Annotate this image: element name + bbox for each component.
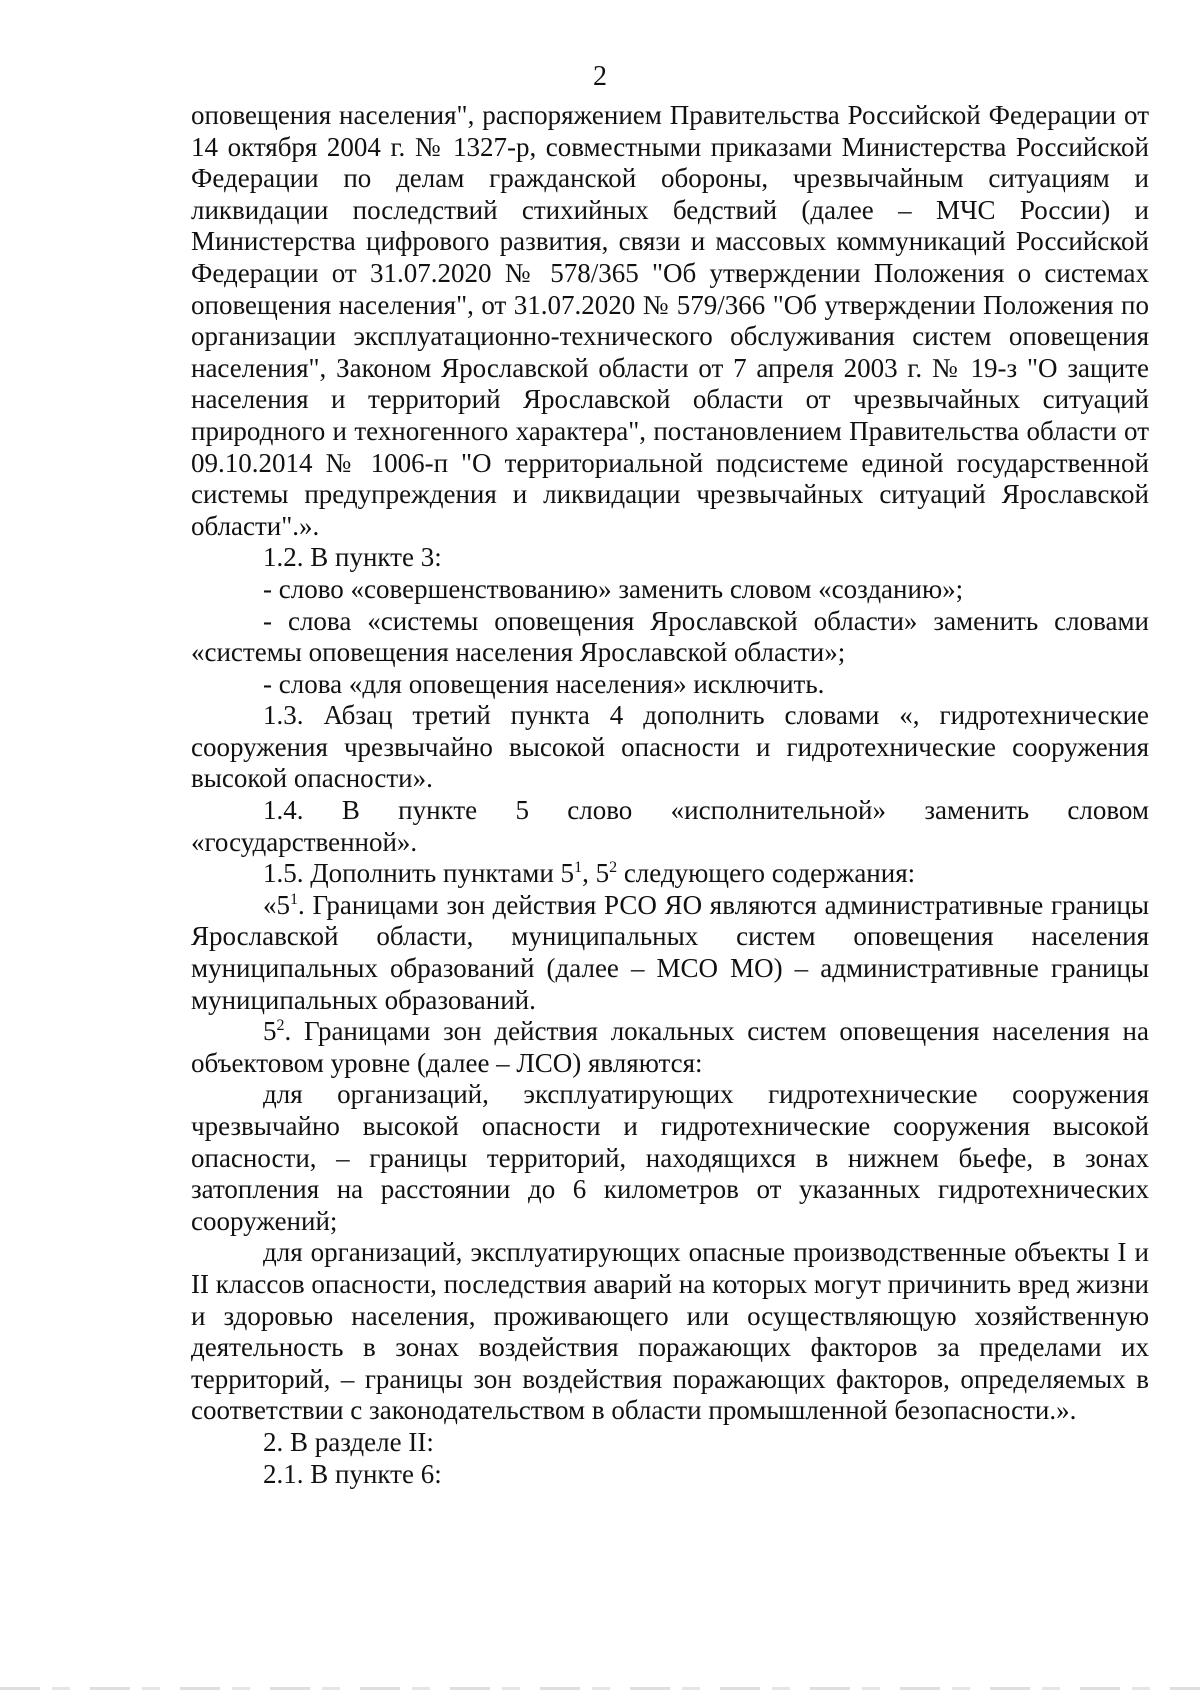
text-run: . Границами зон действия локальных систем оповещения населения на объектовом уровне (далее – ЛСО) являются: [191, 1016, 1149, 1078]
superscript: 1 [574, 859, 583, 877]
superscript: 1 [290, 890, 298, 908]
scan-edge-artifact [0, 1687, 1200, 1690]
paragraph-add-items [191, 858, 1149, 890]
text-run: следующего содержания: [617, 858, 916, 889]
paragraph: 2. В разделе II: [263, 1426, 434, 1457]
paragraph: - слова «для оповещения населения» исключить. [263, 668, 825, 699]
paragraph: для организаций, эксплуатирующих опасные производственные объекты I и II классов опасности, последствия аварий на которых могут причинить вред жизни и здоровью населения, проживающего или осуществляющую хозяйственную деятельность в зонах воздействия поражающих факторов за пределами их территорий, – границы зон воздействия поражающих факторов, определяемых в соответствии с законодательством в области промышленной безопасности.». [191, 1237, 1149, 1426]
text-run: «5 [263, 889, 290, 920]
paragraph: 1.2. В пункте 3: [263, 542, 442, 573]
document-body [191, 100, 1149, 1490]
text-run: 5 [263, 1016, 277, 1047]
paragraph-item-5-1 [191, 890, 1149, 1016]
paragraph: 1.3. Абзац третий пункта 4 дополнить словами «, гидротехнические сооружения чрезвычайно высокой опасности и гидротехнические сооружения высокой опасности». [191, 700, 1149, 794]
paragraph-item-5-2 [191, 1016, 1149, 1079]
text-run: , 5 [582, 858, 610, 889]
text-run: 1.5. Дополнить пунктами 5 [263, 858, 575, 889]
superscript: 2 [609, 859, 618, 877]
paragraph: оповещения населения", распоряжением Правительства Российской Федерации от 14 октября 2004 г. № 1327-р, совместными приказами Министерства Российской Федерации по делам гражданской обороны, чрезвычайным ситуациям и ликвидации последствий стихийных бедствий (далее – МЧС России) и Министерства цифрового развития, связи и массовых коммуникаций Российской Федерации от 31.07.2020 № 578/365 "Об утверждении Положения о системах оповещения населения", от 31.07.2020 № 579/366 "Об утверждении Положения по организации эксплуатационно-технического обслуживания систем оповещения населения", Законом Ярославской области от 7 апреля 2003 г. № 19-з "О защите населения и территорий Ярославской области от чрезвычайных ситуаций природного и техногенного характера", постановлением Правительства области от 09.10.2014 № 1006-п "О территориальной подсистеме единой государственной системы предупреждения и ликвидации чрезвычайных ситуаций Ярославской области".». [191, 100, 1149, 541]
text-run: . Границами зон действия РСО ЯО являются административные границы Ярославской области, муниципальных систем оповещения населения муниципальных образований (далее – МСО МО) – административные границы муниципальных образований. [191, 889, 1149, 1015]
paragraph: - слова «системы оповещения Ярославской области» заменить словами «системы оповещения населения Ярославской области»; [191, 605, 1149, 668]
page-number: 2 [593, 61, 607, 92]
paragraph: 2.1. В пункте 6: [263, 1458, 442, 1489]
paragraph: - слово «совершенствованию» заменить словом «созданию»; [263, 573, 964, 604]
paragraph: 1.4. В пункте 5 слово «исполнительной» заменить словом «государственной». [191, 795, 1149, 857]
paragraph: для организаций, эксплуатирующих гидротехнические сооружения чрезвычайно высокой опасности и гидротехнические сооружения высокой опасности, – границы территорий, находящихся в нижнем бьефе, в зонах затопления на расстоянии до 6 километров от указанных гидротехнических сооружений; [191, 1079, 1149, 1236]
superscript: 2 [276, 1017, 285, 1035]
